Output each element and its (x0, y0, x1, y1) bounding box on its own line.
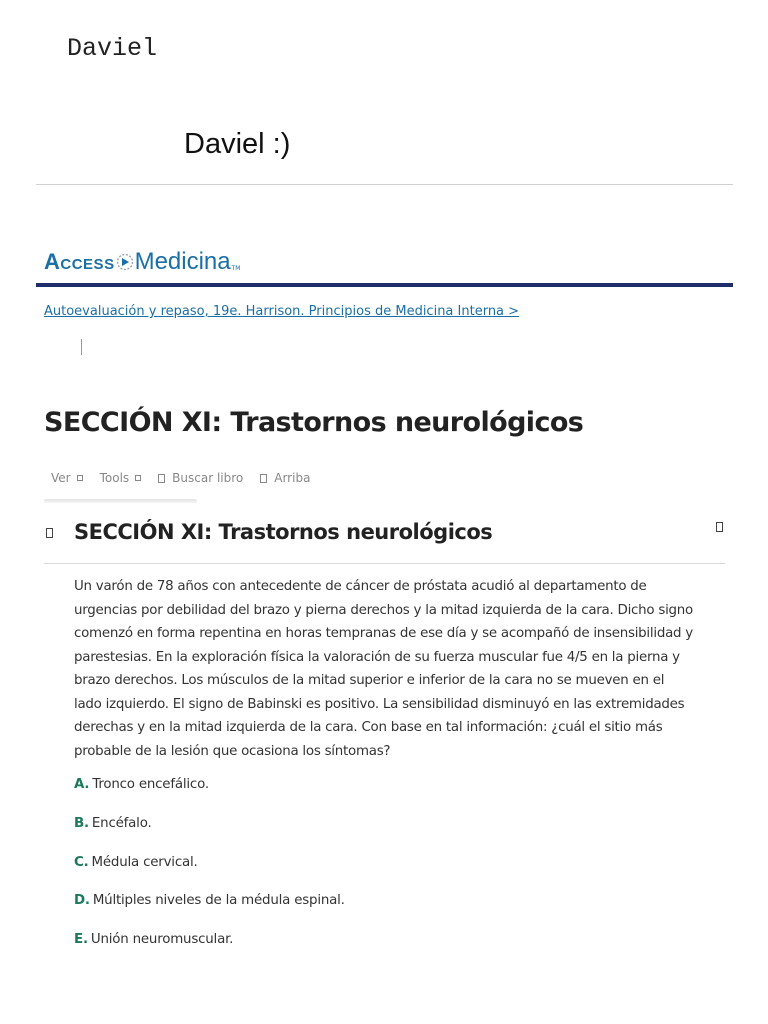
answer-option-e[interactable] (74, 932, 694, 971)
option-letter: D. (74, 893, 90, 909)
logo-access-text: Access (44, 249, 115, 274)
ver-label: Ver (51, 471, 71, 485)
option-text: Tronco encefálico. (92, 777, 209, 792)
ver-menu-button[interactable] (51, 471, 83, 485)
section-divider (44, 563, 725, 564)
tools-menu-button[interactable] (100, 471, 142, 485)
answer-option-c[interactable] (74, 855, 694, 894)
buscar-libro-label: Buscar libro (172, 471, 244, 485)
logo-medicina-text: Medicina (134, 248, 231, 275)
toolbar (51, 471, 327, 485)
text-cursor (81, 339, 82, 355)
logo-trademark: TM (231, 265, 241, 272)
question-text: Un varón de 78 años con antecedente de cáncer de próstata acudió al departamento de urgencias por debilidad del brazo y pierna derechos y la mitad izquierda de la cara. Dicho signo comenzó en forma repentina en horas tempranas de ese día y se acompañó de insensibilidad y parestesias. En la exploración física la valoración de su fuerza muscular fue 4/5 en la pierna y brazo derechos. Los músculos de la mitad superior e inferior de la cara no se mueven en el lado izquierdo. El signo de Babinski es positivo. La sensibilidad disminuyó en las extremidades derechas y en la mitad izquierda de la cara. Con base en tal información: ¿cuál el sitio más probable de la lesión que ocasiona los síntomas? (74, 579, 693, 759)
arriba-button[interactable] (260, 471, 310, 485)
section-title: SECCIÓN XI: Trastornos neurológicos (74, 520, 493, 544)
tools-dropdown-icon (135, 475, 141, 481)
search-book-icon (158, 474, 165, 483)
brand-divider (36, 283, 733, 287)
access-medicina-logo[interactable] (44, 238, 240, 276)
logo-gear-icon (116, 253, 134, 271)
answer-option-b[interactable] (74, 816, 694, 855)
ver-dropdown-icon (77, 475, 83, 481)
top-divider (36, 184, 733, 185)
option-letter: E. (74, 932, 88, 948)
handwritten-name-mono: Daviel (67, 34, 158, 63)
buscar-libro-button[interactable] (158, 471, 243, 485)
answer-option-a[interactable] (74, 777, 694, 816)
page-title: SECCIÓN XI: Trastornos neurológicos (44, 407, 584, 438)
option-text: Múltiples niveles de la médula espinal. (92, 893, 345, 909)
answer-option-d[interactable] (74, 893, 694, 932)
option-letter: B. (74, 815, 89, 831)
arriba-label: Arriba (274, 471, 311, 485)
arrow-up-icon (260, 474, 267, 483)
handwritten-name-sans: Daviel :) (184, 128, 291, 160)
option-letter: A. (74, 777, 90, 792)
option-text: Encéfalo. (91, 815, 152, 831)
section-menu-icon[interactable] (716, 522, 723, 532)
section-collapse-icon[interactable] (46, 528, 53, 538)
answer-options (74, 777, 694, 971)
tools-label: Tools (99, 471, 130, 485)
breadcrumb-link[interactable]: Autoevaluación y repaso, 19e. Harrison. Principios de Medicina Interna > (44, 304, 520, 319)
option-text: Médula cervical. (91, 854, 198, 870)
toolbar-underline (44, 499, 197, 503)
option-text: Unión neuromuscular. (90, 932, 234, 948)
option-letter: C. (74, 854, 89, 870)
